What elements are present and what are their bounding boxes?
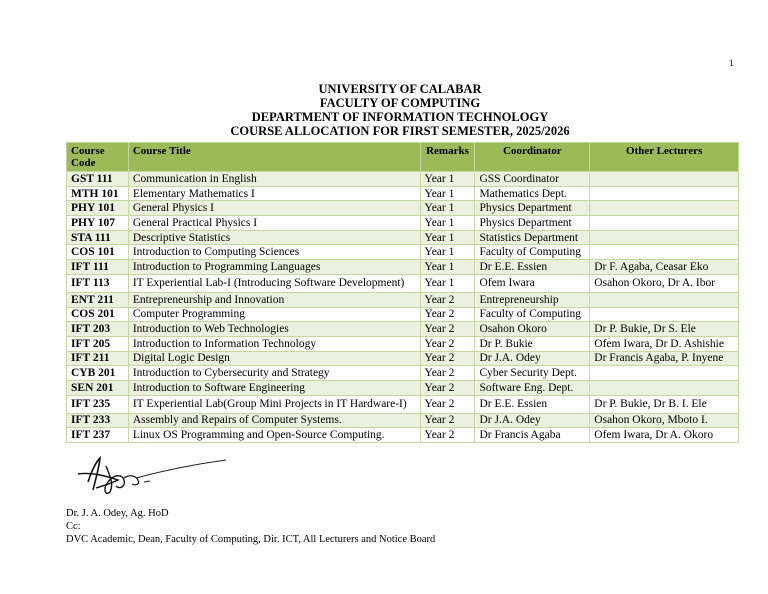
remarks-cell: Year 2 xyxy=(420,428,475,443)
remarks-cell: Year 2 xyxy=(420,366,475,381)
other-lecturers-cell: Dr Francis Agaba, P. Inyene xyxy=(590,351,739,366)
coordinator-cell: Mathematics Dept. xyxy=(475,186,590,201)
column-header-other-lecturers: Other Lecturers xyxy=(590,143,739,172)
coordinator-cell: Osahon Okoro xyxy=(475,322,590,337)
course-code-cell: IFT 237 xyxy=(67,428,129,443)
course-title-cell: General Physics I xyxy=(128,201,420,216)
table-row xyxy=(67,260,739,275)
course-code-cell: IFT 235 xyxy=(67,395,129,413)
other-lecturers-cell: Dr P. Bukie, Dr S. Ele xyxy=(590,322,739,337)
course-title-cell: General Practical Physics I xyxy=(128,216,420,231)
table-row xyxy=(67,307,739,322)
table-row xyxy=(67,351,739,366)
coordinator-cell: Dr P. Bukie xyxy=(475,336,590,351)
page-number: 1 xyxy=(729,58,734,68)
course-title-cell: Descriptive Statistics xyxy=(128,230,420,245)
other-lecturers-cell xyxy=(590,201,739,216)
other-lecturers-cell xyxy=(590,245,739,260)
remarks-cell: Year 2 xyxy=(420,380,475,395)
table-row xyxy=(67,245,739,260)
course-title-cell: Assembly and Repairs of Computer Systems. xyxy=(128,413,420,428)
course-code-cell: IFT 111 xyxy=(67,260,129,275)
faculty-name: FACULTY OF COMPUTING xyxy=(319,96,481,110)
table-row xyxy=(67,380,739,395)
table-row xyxy=(67,172,739,187)
cc-label: Cc: xyxy=(66,521,81,532)
remarks-cell: Year 2 xyxy=(420,292,475,307)
other-lecturers-cell: Dr P. Bukie, Dr B. I. Ele xyxy=(590,395,739,413)
coordinator-cell: Faculty of Computing xyxy=(475,245,590,260)
column-header-coordinator: Coordinator xyxy=(475,143,590,172)
table-row xyxy=(67,186,739,201)
column-header-title: Course Title xyxy=(128,143,420,172)
signature-image xyxy=(66,452,236,503)
remarks-cell: Year 1 xyxy=(420,274,475,292)
course-code-cell: IFT 211 xyxy=(67,351,129,366)
course-code-cell: IFT 205 xyxy=(67,336,129,351)
other-lecturers-cell: Osahon Okoro, Dr A. Ibor xyxy=(590,274,739,292)
other-lecturers-cell xyxy=(590,307,739,322)
coordinator-cell: Physics Department xyxy=(475,216,590,231)
other-lecturers-cell xyxy=(590,366,739,381)
coordinator-cell: Physics Department xyxy=(475,201,590,216)
course-code-cell: SEN 201 xyxy=(67,380,129,395)
course-title-cell: Entrepreneurship and Innovation xyxy=(128,292,420,307)
remarks-cell: Year 1 xyxy=(420,245,475,260)
other-lecturers-cell xyxy=(590,216,739,231)
other-lecturers-cell: Dr F. Agaba, Ceasar Eko xyxy=(590,260,739,275)
course-title-cell: Introduction to Computing Sciences xyxy=(128,245,420,260)
coordinator-cell: Entrepreneurship xyxy=(475,292,590,307)
coordinator-cell: Dr E.E. Essien xyxy=(475,395,590,413)
coordinator-cell: Ofem Iwara xyxy=(475,274,590,292)
course-title-cell: Linux OS Programming and Open-Source Computing. xyxy=(128,428,420,443)
other-lecturers-cell xyxy=(590,292,739,307)
document-title: COURSE ALLOCATION FOR FIRST SEMESTER, 2025/2026 xyxy=(230,124,570,138)
course-code-cell: COS 201 xyxy=(67,307,129,322)
table-row xyxy=(67,201,739,216)
course-title-cell: IT Experiential Lab-I (Introducing Software Development) xyxy=(128,274,420,292)
course-title-cell: Introduction to Software Engineering xyxy=(128,380,420,395)
column-header-remarks: Remarks xyxy=(420,143,475,172)
table-row xyxy=(67,230,739,245)
coordinator-cell: Dr J.A. Odey xyxy=(475,413,590,428)
course-title-cell: Elementary Mathematics I xyxy=(128,186,420,201)
document-footer xyxy=(66,507,435,546)
course-title-cell: IT Experiential Lab(Group Mini Projects in IT Hardware-I) xyxy=(128,395,420,413)
table-row xyxy=(67,395,739,413)
table-row xyxy=(67,428,739,443)
document-heading xyxy=(0,82,768,138)
coordinator-cell: Dr J.A. Odey xyxy=(475,351,590,366)
other-lecturers-cell: Osahon Okoro, Mboto I. xyxy=(590,413,739,428)
other-lecturers-cell xyxy=(590,380,739,395)
coordinator-cell: GSS Coordinator xyxy=(475,172,590,187)
table-row xyxy=(67,292,739,307)
remarks-cell: Year 1 xyxy=(420,260,475,275)
course-title-cell: Communication in English xyxy=(128,172,420,187)
course-allocation-table xyxy=(66,142,739,443)
other-lecturers-cell: Ofem Iwara, Dr A. Okoro xyxy=(590,428,739,443)
course-code-cell: COS 101 xyxy=(67,245,129,260)
column-header-code: Course Code xyxy=(67,143,129,172)
university-name: UNIVERSITY OF CALABAR xyxy=(318,82,482,96)
remarks-cell: Year 2 xyxy=(420,336,475,351)
coordinator-cell: Statistics Department xyxy=(475,230,590,245)
course-code-cell: IFT 113 xyxy=(67,274,129,292)
course-code-cell: MTH 101 xyxy=(67,186,129,201)
course-code-cell: ENT 211 xyxy=(67,292,129,307)
course-code-cell: CYB 201 xyxy=(67,366,129,381)
remarks-cell: Year 1 xyxy=(420,216,475,231)
course-code-cell: IFT 233 xyxy=(67,413,129,428)
remarks-cell: Year 2 xyxy=(420,413,475,428)
course-title-cell: Introduction to Web Technologies xyxy=(128,322,420,337)
course-title-cell: Introduction to Programming Languages xyxy=(128,260,420,275)
course-code-cell: STA 111 xyxy=(67,230,129,245)
course-title-cell: Introduction to Information Technology xyxy=(128,336,420,351)
course-code-cell: PHY 107 xyxy=(67,216,129,231)
remarks-cell: Year 1 xyxy=(420,201,475,216)
course-code-cell: PHY 101 xyxy=(67,201,129,216)
coordinator-cell: Dr E.E. Essien xyxy=(475,260,590,275)
department-name: DEPARTMENT OF INFORMATION TECHNOLOGY xyxy=(251,110,549,124)
table-row xyxy=(67,336,739,351)
course-code-cell: GST 111 xyxy=(67,172,129,187)
other-lecturers-cell xyxy=(590,172,739,187)
remarks-cell: Year 2 xyxy=(420,307,475,322)
coordinator-cell: Cyber Security Dept. xyxy=(475,366,590,381)
remarks-cell: Year 1 xyxy=(420,172,475,187)
table-body xyxy=(67,172,739,443)
remarks-cell: Year 1 xyxy=(420,186,475,201)
other-lecturers-cell xyxy=(590,186,739,201)
table-header-row xyxy=(67,143,739,172)
table-row xyxy=(67,216,739,231)
remarks-cell: Year 2 xyxy=(420,322,475,337)
remarks-cell: Year 2 xyxy=(420,351,475,366)
table-row xyxy=(67,366,739,381)
signatory-name: Dr. J. A. Odey, Ag. HoD xyxy=(66,508,169,519)
cc-recipients: DVC Academic, Dean, Faculty of Computing, Dir. ICT, All Lecturers and Notice Board xyxy=(66,534,436,545)
table-row xyxy=(67,274,739,292)
other-lecturers-cell: Ofem Iwara, Dr D. Ashishie xyxy=(590,336,739,351)
course-title-cell: Digital Logic Design xyxy=(128,351,420,366)
course-title-cell: Introduction to Cybersecurity and Strategy xyxy=(128,366,420,381)
remarks-cell: Year 2 xyxy=(420,395,475,413)
table-row xyxy=(67,322,739,337)
remarks-cell: Year 1 xyxy=(420,230,475,245)
course-code-cell: IFT 203 xyxy=(67,322,129,337)
other-lecturers-cell xyxy=(590,230,739,245)
coordinator-cell: Faculty of Computing xyxy=(475,307,590,322)
course-title-cell: Computer Programming xyxy=(128,307,420,322)
coordinator-cell: Software Eng. Dept. xyxy=(475,380,590,395)
coordinator-cell: Dr Francis Agaba xyxy=(475,428,590,443)
table-row xyxy=(67,413,739,428)
